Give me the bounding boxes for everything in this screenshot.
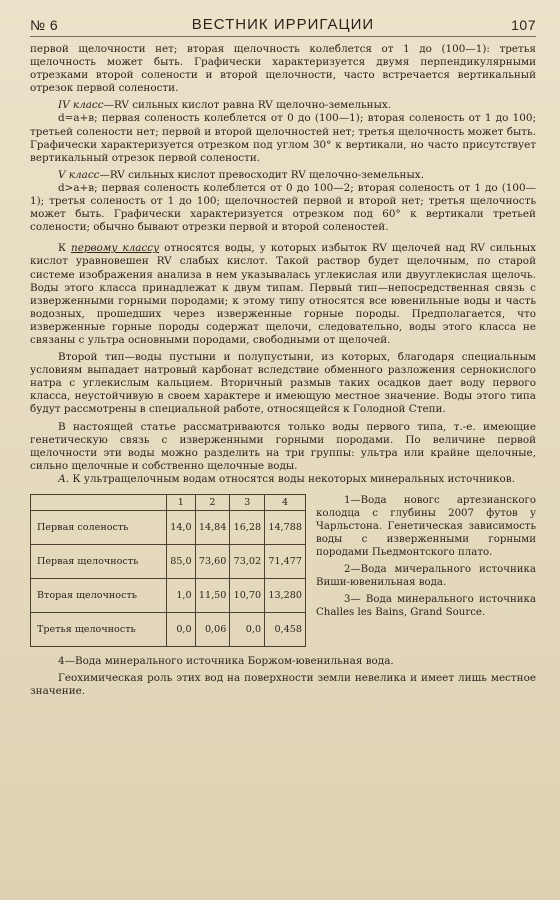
table-cell: 13,280 [265,579,306,613]
table-cell: 0,0 [230,613,265,647]
ultra-alkaline-paragraph [30,473,536,486]
row-label: Третья щелочность [31,613,167,647]
table-cell: 0,458 [265,613,306,647]
table-header-cell: 1 [167,495,196,511]
table-cell: 11,50 [195,579,230,613]
table-cell: 14,788 [265,511,306,545]
table-cell: 10,70 [230,579,265,613]
ultra-alkaline-text: К ультращелочным водам относятся воды некоторых минеральных источников. [69,472,515,485]
table-row [31,579,306,613]
table-header-cell: 4 [265,495,306,511]
page-number: 107 [511,17,536,33]
table-row [31,511,306,545]
class-v-heading [30,169,536,182]
table-cell: 71,477 [265,545,306,579]
row-label: Первая соленость [31,511,167,545]
table-cell: 85,0 [167,545,196,579]
table-section [30,494,536,647]
class-iv-heading [30,99,536,112]
note-2: 2—Вода мичерального источника Виши-ювенильная вода. [316,564,536,588]
section-label-a: А. [58,472,70,485]
paragraph-continued: первой щелочности нет; вторая щелочность колеблется от 1 до (100—1): третья щелочность может быть. Графически характеризуется двумя перпендикулярными отрезками второй солености и второй щелочности, часто встречается вертикальный отрезок первой солености. [30,43,536,95]
closing-paragraph: Геохимическая роль этих вод на поверхности земли невелика и имеет лишь местное значение. [30,672,536,698]
table-row [31,613,306,647]
first-class-paragraph [30,242,536,347]
table-header-row [31,495,306,511]
first-class-lead: К [58,242,72,255]
table-cell: 16,28 [230,511,265,545]
table-cell: 1,0 [167,579,196,613]
first-type-paragraph: В настоящей статье рассматриваются только воды первого типа, т.-е. имеющие генетическую связь с изверженными горными породами. По величине первой щелочности эти воды можно разделить на три группы: ультра или крайне щелочные, сильно щелочные и собственно щелочные воды. [30,420,536,472]
table-cell: 14,0 [167,511,196,545]
table-header-cell: 3 [230,495,265,511]
class-v-definition: —RV сильных кислот превосходит RV щелочно-земельных. [99,168,424,181]
second-type-paragraph: Второй тип—воды пустыни и полупустыни, из которых, благодаря специальным условиям выпадает натровый карбонат вследствие обменного разложения сернокислого натра с углекислым кальцием. Вторичный размыв таких осадков дает воду первого класса, неустойчивую в своем характере и имеющую местное значение. Воды этого типа будут рассмотрены в специальной работе, относящейся к Голодной Степи. [30,351,536,416]
class-iv-description: d=a+в; первая соленость колеблется от 0 до (100—1); вторая соленость от 1 до 100; третьей солености нет; первой и второй щелочностей нет; третья щелочность может быть. Графически характеризуется отрезком под углом 30° к вертикали, но часто присутствует вертикальный отрезок первой солености. [30,112,536,164]
table-cell: 73,02 [230,545,265,579]
row-label: Первая щелочность [31,545,167,579]
table-cell: 73,60 [195,545,230,579]
first-class-term: первому классу [71,242,160,255]
class-iv-definition: —RV сильных кислот равна RV щелочно-земельных. [103,99,392,112]
class-v-label: V класс [58,168,100,181]
table-cell: 0,06 [195,613,230,647]
class-v-description: d>a+в; первая соленость колеблется от 0 до 100—2; вторая соленость от 1 до (100—1); третья соленость от 1 до 100; щелочностей первой и второй нет; третья щелочность может быть. Графически характеризуется отрезком под 60° к вертикали третьей солености; обычно бывают отрезки первой и второй соленостей. [30,181,536,234]
issue-number: № 6 [30,17,59,33]
page-header [30,16,536,37]
class-iv-label: IV класс [58,99,104,112]
note-4: 4—Вода минерального источника Боржом-ювенильная вода. [58,655,394,667]
first-class-text: относятся воды, у которых избыток RV щелочей над RV сильных кислот уравновешен RV слабых кислот. Такой раствор будет щелочным, по старой системе изображения анализа в нем указывалась углекислая или двууглекислая щелочь. Воды этого класса принадлежат к двум типам. Первый тип—непосредственная связь с изверженными горными породами; к этому типу относятся все ювенильные воды и часть водозных, прошедших через изверженные горные породы. Предполагается, что изверженные горные породы содержат щелочи, следовательно, воды этого класса не связаны с ультра основными породами, свободными от щелочей. [30,242,536,346]
table-header-cell [31,495,167,511]
table-header-cell: 2 [195,495,230,511]
table-notes [316,494,536,647]
composition-table [30,494,306,647]
journal-title: ВЕСТНИК ИРРИГАЦИИ [191,16,375,33]
row-label: Вторая щелочность [31,579,167,613]
table-cell: 14,84 [195,511,230,545]
table-row [31,545,306,579]
note-3: 3— Вода минерального источника Challes les Bains, Grand Source. [316,594,536,618]
table-cell: 0,0 [167,613,196,647]
note-1: 1—Вода новогс артезианского колодца с глубины 2007 футов у Чарльстона. Генетическая зависимость воды с изверженными горными породами Пьедмонтского плато. [316,495,536,558]
